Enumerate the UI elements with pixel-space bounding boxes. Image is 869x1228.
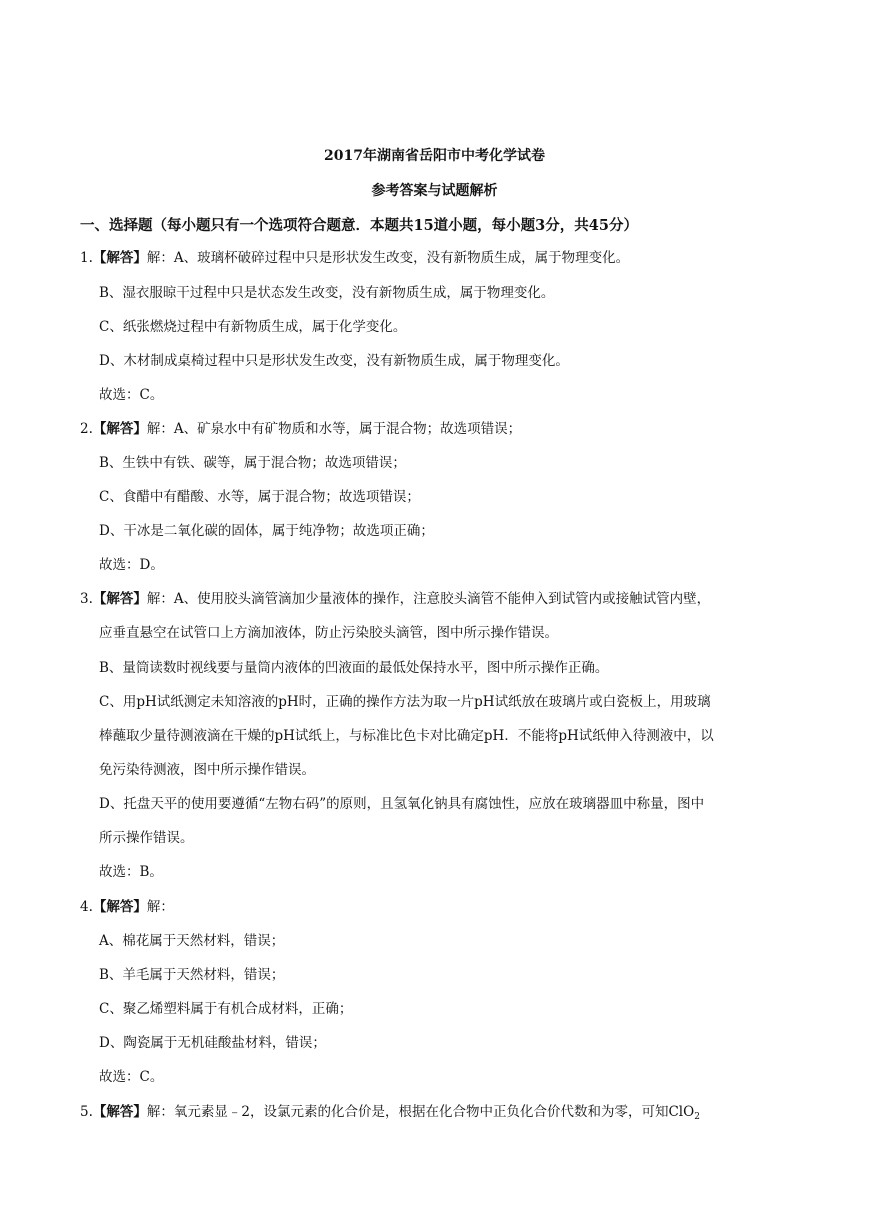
answer-tag: 【解答】 (92, 250, 147, 266)
answer-choice: 故选：D。 (99, 557, 164, 573)
question-number: 4. (80, 899, 93, 915)
answer-text: 解：氧元素显﹣2，设氯元素的化合价是，根据在化合物中正负化合价代数和为零，可知ClO (146, 1104, 695, 1120)
section-heading: 一、选择题（每小题只有一个选项符合题意．本题共15道小题，每小题3分，共45分） (80, 217, 638, 234)
answer-line: C、纸张燃烧过程中有新物质生成，属于化学变化。 (99, 319, 407, 335)
question-5-line (80, 1102, 700, 1122)
answer-line: B、羊毛属于天然材料，错误； (99, 967, 285, 983)
answer-text: 解： (146, 899, 174, 915)
answer-line: D、木材制成桌椅过程中只是形状发生改变，没有新物质生成，属于物理变化。 (99, 353, 569, 369)
answer-text: 解：A、矿泉水中有矿物质和水等，属于混合物；故选项错误； (146, 421, 522, 437)
document-subtitle: 参考答案与试题解析 (371, 183, 498, 199)
question-3-line (80, 589, 710, 609)
answer-choice: 故选：B。 (99, 864, 163, 880)
answer-line: D、托盘天平的使用要遵循“左物右码”的原则，且氢氧化钠具有腐蚀性，应放在玻璃器皿中称量，图中 (99, 796, 705, 812)
answer-line: B、量筒读数时视线要与量筒内液体的凹液面的最低处保持水平，图中所示操作正确。 (99, 660, 609, 676)
answer-line: A、棉花属于天然材料，错误； (99, 933, 285, 949)
answer-choice: 故选：C。 (99, 1069, 164, 1085)
question-1-line (80, 248, 629, 268)
answer-line: C、食醋中有醋酸、水等，属于混合物；故选项错误； (99, 489, 420, 505)
answer-line: 应垂直悬空在试管口上方滴加液体，防止污染胶头滴管，图中所示操作错误。 (99, 625, 558, 641)
answer-choice: 故选：C。 (99, 387, 164, 403)
question-number: 5. (80, 1104, 93, 1120)
answer-line: C、聚乙烯塑料属于有机合成材料，正确； (99, 1001, 353, 1017)
question-2-line (80, 419, 521, 439)
answer-tag: 【解答】 (92, 591, 147, 607)
answer-line: D、干冰是二氧化碳的固体，属于纯净物；故选项正确； (99, 523, 434, 539)
question-number: 3. (80, 591, 93, 607)
answer-line: 免污染待测液，图中所示操作错误。 (99, 762, 315, 778)
answer-line: B、湿衣服晾干过程中只是状态发生改变，没有新物质生成，属于物理变化。 (99, 285, 555, 301)
question-number: 2. (80, 421, 93, 437)
question-4-line (80, 897, 174, 917)
question-number: 1. (80, 250, 93, 266)
answer-tag: 【解答】 (92, 421, 147, 437)
document-title: 2017年湖南省岳阳市中考化学试卷 (324, 148, 545, 164)
answer-line: C、用pH试纸测定未知溶液的pH时，正确的操作方法为取一片pH试纸放在玻璃片或白瓷板上，用玻璃 (99, 694, 711, 710)
answer-text: 解：A、玻璃杯破碎过程中只是形状发生改变，没有新物质生成，属于物理变化。 (146, 250, 630, 266)
answer-line: D、陶瓷属于无机硅酸盐材料，错误； (99, 1035, 326, 1051)
answer-tag: 【解答】 (92, 1104, 147, 1120)
subscript: 2 (694, 1112, 700, 1122)
answer-tag: 【解答】 (92, 899, 147, 915)
answer-line: B、生铁中有铁、碳等，属于混合物；故选项错误； (99, 455, 406, 471)
answer-text: 解：A、使用胶头滴管滴加少量液体的操作，注意胶头滴管不能伸入到试管内或接触试管内壁， (146, 591, 711, 607)
answer-line: 棒蘸取少量待测液滴在干燥的pH试纸上，与标准比色卡对比确定pH．不能将pH试纸伸入待测液中，以 (99, 728, 714, 744)
answer-line: 所示操作错误。 (99, 830, 194, 846)
